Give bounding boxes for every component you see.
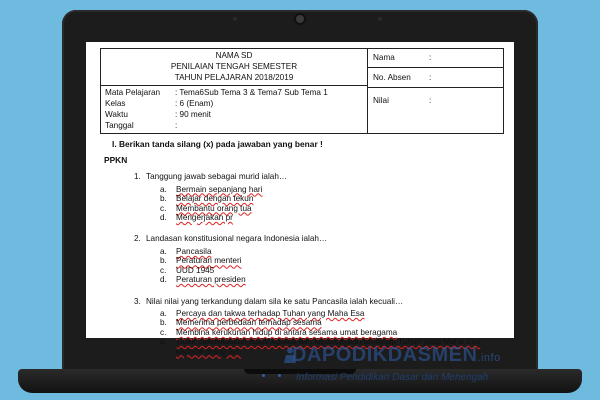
option-letter: b. (160, 194, 167, 204)
answer-option[interactable] (160, 309, 504, 318)
field-value-class: : 6 (Enam) (175, 99, 214, 108)
header-divider (367, 49, 368, 133)
answer-option[interactable] (160, 194, 504, 203)
option-letter: d. (160, 213, 167, 222)
watermark-suffix: .info (477, 352, 501, 364)
option-letter: a. (160, 308, 167, 318)
answer-option[interactable] (160, 328, 504, 337)
option-letter: c. (160, 203, 167, 213)
watermark-brand (292, 344, 501, 367)
exam-title: PENILAIAN TENGAH SEMESTER (170, 62, 298, 71)
school-year: TAHUN PELAJARAN 2018/2019 (174, 73, 294, 82)
watermark-subtitle: Informasi Pendidikan Dasar dan Menengah (296, 372, 489, 383)
option-text: Mengerjakan pr (176, 213, 233, 222)
option-letter: d. (160, 275, 167, 285)
question-block (100, 172, 504, 222)
option-letter: c. (160, 327, 167, 337)
option-text: Bermain sepanjang hari (176, 184, 263, 194)
question-block (100, 234, 504, 284)
header-divider (368, 67, 503, 68)
option-text: UUD 1945 (176, 265, 215, 275)
sensor-left-icon (233, 17, 237, 21)
exam-header-table (100, 48, 504, 134)
option-text: Percaya dan takwa terhadap Tuhan yang Maha Esa (176, 308, 365, 318)
status-led-icon (278, 374, 281, 377)
answer-option[interactable] (160, 256, 504, 265)
answer-option[interactable] (160, 185, 504, 194)
question-prompt: Nilai nilai yang terkandung dalam sila ke satu Pancasila ialah kecuali… (146, 296, 404, 306)
answer-options (160, 185, 504, 223)
exam-content (100, 140, 504, 368)
field-label-name: Nama (373, 53, 395, 62)
option-letter: c. (160, 265, 167, 275)
field-value-name: : (429, 53, 432, 62)
option-text: Peraturan presiden (176, 275, 246, 285)
sensor-right-icon (378, 17, 382, 21)
field-label-class: Kelas (105, 99, 126, 108)
question-number: 1. (134, 172, 141, 182)
question-number: 3. (134, 296, 141, 306)
answer-option[interactable] (160, 275, 504, 284)
option-text: Memerima perbedaan terhadap sesama (176, 318, 322, 328)
field-label-absen: No. Absen (373, 73, 411, 82)
question-text (134, 234, 504, 244)
option-letter: b. (160, 256, 167, 266)
question-prompt: Landasan konstitusional negara Indonesia ialah… (146, 234, 328, 244)
subject-heading: PPKN (104, 154, 128, 165)
field-label-date: Tanggal (105, 121, 134, 130)
field-value-time: : 90 menit (175, 110, 211, 119)
option-text: Belajar dengan tekun (176, 194, 254, 204)
question-text (134, 296, 504, 306)
question-prompt: Tanggung jawab sebagai murid ialah… (146, 172, 288, 182)
answer-option[interactable] (160, 266, 504, 275)
option-letter: a. (160, 246, 167, 256)
watermark-title: DAPODIKDASMEN (292, 344, 478, 366)
field-label-subject: Mata Pelajaran (105, 88, 161, 97)
answer-option[interactable] (160, 318, 504, 327)
question-number: 2. (134, 234, 141, 244)
option-text: Membantu orang tua (176, 203, 252, 213)
answer-option[interactable] (160, 247, 504, 256)
header-divider (101, 85, 367, 86)
answer-option[interactable] (160, 204, 504, 213)
field-value-score: : (429, 96, 432, 105)
option-text: Peraturan menteri (176, 256, 242, 266)
field-value-subject: : Tema6Sub Tema 3 & Tema7 Sub Tema 1 (175, 88, 328, 97)
field-label-time: Waktu (105, 110, 128, 119)
option-letter: b. (160, 318, 167, 328)
option-text: Pancasila (176, 246, 212, 256)
option-text: Tidak memaksakan suatu agama dan kepercayaan terhadap Tuhan yang Maha Esa kepada orang lain (176, 337, 481, 356)
answer-options (160, 247, 504, 285)
field-label-score: Nilai (373, 96, 389, 105)
school-name: NAMA SD (215, 51, 253, 60)
field-value-date: : (175, 121, 178, 130)
status-led-icon (262, 374, 265, 377)
instruction-text: I. Berikan tanda silang (x) pada jawaban yang benar ! (112, 139, 323, 149)
answer-option[interactable] (160, 213, 504, 222)
question-text (134, 172, 504, 182)
option-text: Membina kerukunan hidup di antara sesama umat beragama (176, 327, 398, 337)
webcam-icon (296, 15, 304, 23)
option-letter: d. (160, 337, 167, 347)
field-value-absen: : (429, 73, 432, 82)
header-divider (368, 87, 503, 88)
option-letter: a. (160, 184, 167, 194)
